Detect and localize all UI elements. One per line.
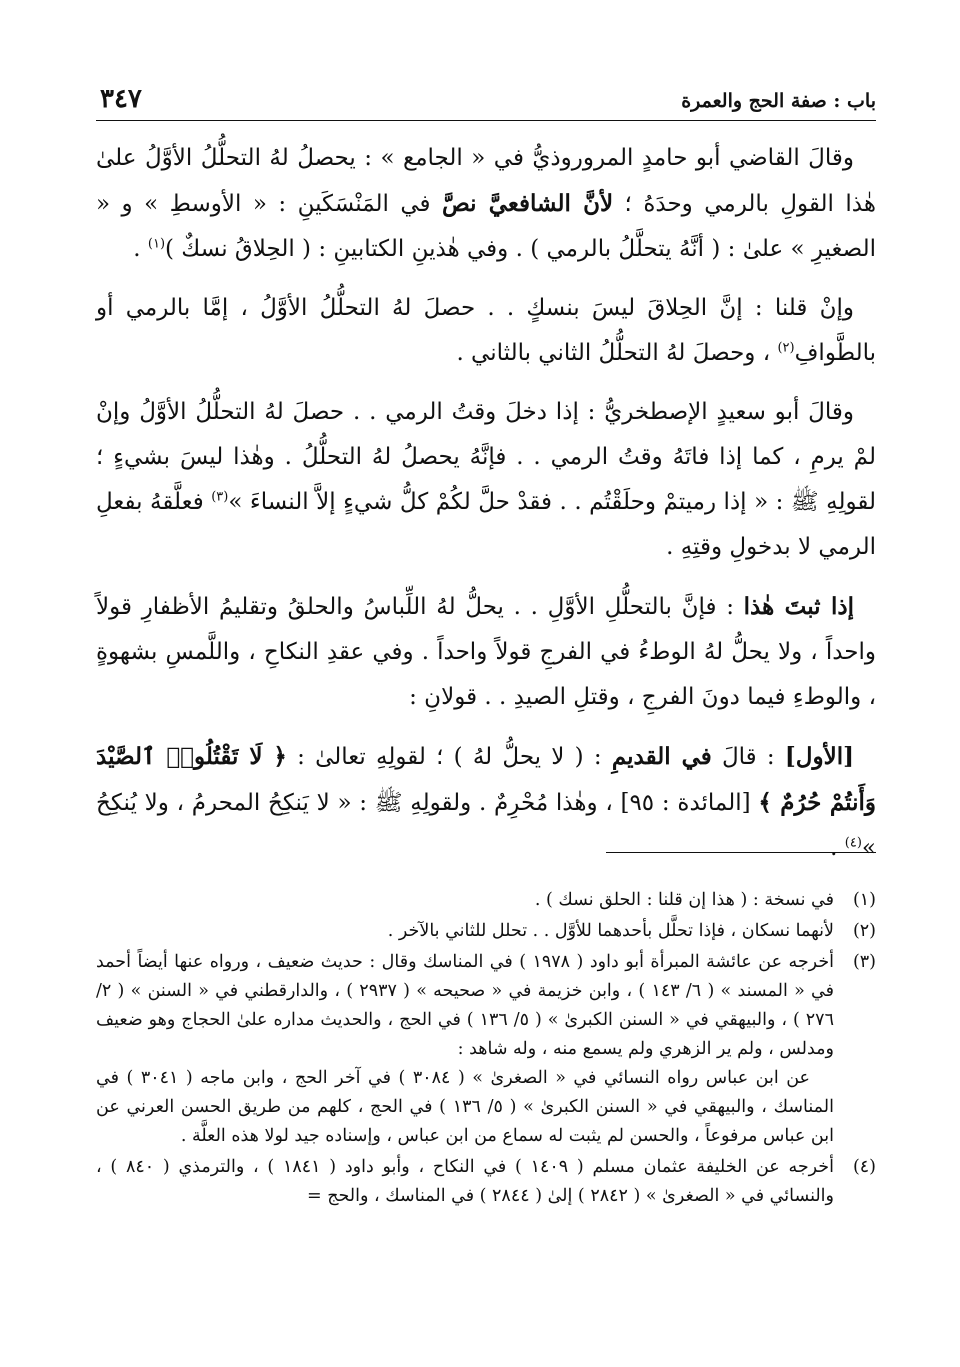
text-run: . bbox=[133, 236, 148, 262]
footnote-ref: (٣) bbox=[211, 489, 229, 505]
book-page bbox=[96, 0, 876, 1367]
footnote-ref: (٤) bbox=[844, 835, 862, 851]
text-run: . bbox=[830, 835, 845, 861]
paragraph-5 bbox=[96, 734, 876, 871]
page-number: ٣٤٧ bbox=[100, 84, 142, 114]
main-text bbox=[96, 136, 876, 885]
text-run: وقالَ القاضي أبو حامدٍ المروروذيُّ في « الجامع » : يحصلُ لهُ التحلُّلُ الأوَّلُ علىٰ هٰذا القولِ بالرمي وحدَهُ ؛ bbox=[96, 145, 876, 217]
emphasis-text: [الأول] bbox=[784, 743, 854, 770]
text-run: فعلَّقهُ بفعلِ الرمي لا بدخولِ وقتِهِ . bbox=[96, 489, 876, 560]
footnote-2 bbox=[96, 917, 876, 946]
text-run: : فإنَّ بالتحلُّلِ الأوَّلِ . . يحلُّ لهُ اللِّباسُ والحلقُ وتقليمُ الأظفارِ قولاً واحداً ، ولا يحلُّ لهُ الوطءُ في الفرجِ قولاً واحداً . وفي عقدِ النكاحِ ، واللَّمسِ بشهوةٍ ، والوطءِ فيما دونَ الفرجِ ، وقتلِ الصيدِ . . قولانِ : bbox=[96, 594, 876, 710]
emphasis-text: إذا ثبتَ هٰذا bbox=[743, 593, 855, 620]
footnote-1 bbox=[96, 886, 876, 915]
footnote-text: لأنهما نسكان ، فإذا تحلَّل بأحدهما للأوَّل . . تحلل للثاني بالآخر . bbox=[387, 921, 834, 941]
footnote-number: (٤) bbox=[852, 1157, 876, 1177]
footnote-3 bbox=[96, 948, 876, 1151]
footnote-subtext: عن ابن عباس رواه النسائي في « الصغرىٰ » ( ٣٠٨٤ ) في آخر الحج ، وابن ماجه ( ٣٠٤١ ) في المناسك ، والبيهقي في « السنن الكبرىٰ » ( ٥/ ١٣٦ ) في الحج ، كلهم من طريق الحسن العرني عن ابن عباس مرفوعاً ، والحسن لم يثبت له سماع من ابن عباس ، وإسناده جيد لولا هذه العلَّة . bbox=[96, 1068, 834, 1146]
paragraph-3 bbox=[96, 390, 876, 570]
emphasis-text: في القديمِ bbox=[611, 743, 712, 770]
paragraph-2 bbox=[96, 286, 876, 376]
chapter-title: باب : صفة الحج والعمرة bbox=[681, 90, 876, 112]
text-run: في المَنْسَكَينِ : « الأوسطِ » و « الصغيرِ » علىٰ : ( أنَّهُ يتحلَّلُ بالرمي ) . وفي هٰذينِ الكتابينِ : ( الحِلاقُ نسكٌ ) bbox=[96, 191, 876, 262]
text-run: : ( لا يحلُّ لهُ ) ؛ لقولِهِ تعالىٰ : bbox=[286, 744, 612, 770]
quran-verse: ﴿ لَا تَقْتُلُوا۟ ٱلصَّيْدَ وَأَنتُمْ حُرُمٌ ﴾ bbox=[96, 743, 876, 816]
footnote-number: (١) bbox=[852, 890, 876, 910]
emphasis-text: لأنَّ الشافعيَّ نصَّ bbox=[441, 190, 614, 217]
paragraph-4 bbox=[96, 584, 876, 720]
footnote-4 bbox=[96, 1153, 876, 1211]
text-run: ، وحصلَ لهُ التحلُّلُ الثاني بالثاني . bbox=[456, 340, 778, 366]
footnote-text: في نسخة : ( هذا إن قلنا : الحلق نسك ) . bbox=[534, 890, 834, 910]
text-run: وقالَ أبو سعيدٍ الإصطخريُّ : إذا دخلَ وقتُ الرمي . . حصلَ لهُ التحلُّلُ الأوَّلُ وإنْ لمْ يرمِ ، كما إذا فاتَهُ وقتُ الرمي . . فإنَّهُ يحصلُ لهُ التحلُّلُ . وهٰذا ليسَ بشيءٍ ؛ لقولِهِ ﷺ : « إذا رميتمْ وحلَقْتُم . . فقدْ حلَّ لكُمْ كلُّ شيءٍ إلاَّ النساءَ » bbox=[96, 399, 877, 515]
footnote-text: أخرجه عن عائشة المبرأة أبو داود ( ١٩٧٨ ) في المناسك وقال : حديث ضعيف ، ورواه عنها أيضاً أحمد في « المسند » ( ٦/ ١٤٣ ) ، وابن خزيمة في « صحيحه » ( ٢٩٣٧ ) ، والدارقطني في « السنن » ( ٢/ ٢٧٦ ) ، والبيهقي في « السنن الكبرىٰ » ( ٥/ ١٣٦ ) في الحج ، والحديث مداره علىٰ الحجاج وهو ضعيف ومدلس ، ولم ير الزهري ولم يسمع منه ، وله شاهد : bbox=[96, 952, 835, 1059]
footnote-number: (٣) bbox=[852, 952, 876, 972]
footnotes bbox=[96, 886, 876, 1213]
footnote-number: (٢) bbox=[852, 921, 876, 941]
footnote-divider bbox=[606, 852, 876, 853]
footnote-ref: (١) bbox=[147, 236, 166, 252]
text-run: وإنْ قلنا : إنَّ الحِلاقَ ليسَ بنسكٍ . . حصلَ لهُ التحلُّلُ الأوَّلُ ، إمَّا بالرمي أو بالطَّوافِ bbox=[96, 295, 876, 366]
text-run: [المائدة : ٩٥] ، وهٰذا مُحْرِمٌ . ولقولِهِ ﷺ : « لا يَنكِحُ المحرمُ ، ولا يُنكِحُ » bbox=[96, 790, 876, 861]
paragraph-1 bbox=[96, 136, 876, 272]
running-header bbox=[96, 84, 876, 121]
footnote-ref: (٢) bbox=[777, 340, 795, 356]
footnote-text: أخرجه عن الخليفة عثمان مسلم ( ١٤٠٩ ) في النكاح ، وأبو داود ( ١٨٤١ ) ، والترمذي ( ٨٤٠ ) ، والنسائي في « الصغرىٰ » ( ٢٨٤٢ ) إلىٰ ( ٢٨٤٤ ) في المناسك ، والحج = bbox=[96, 1157, 834, 1206]
text-run: : قالَ bbox=[711, 744, 785, 770]
